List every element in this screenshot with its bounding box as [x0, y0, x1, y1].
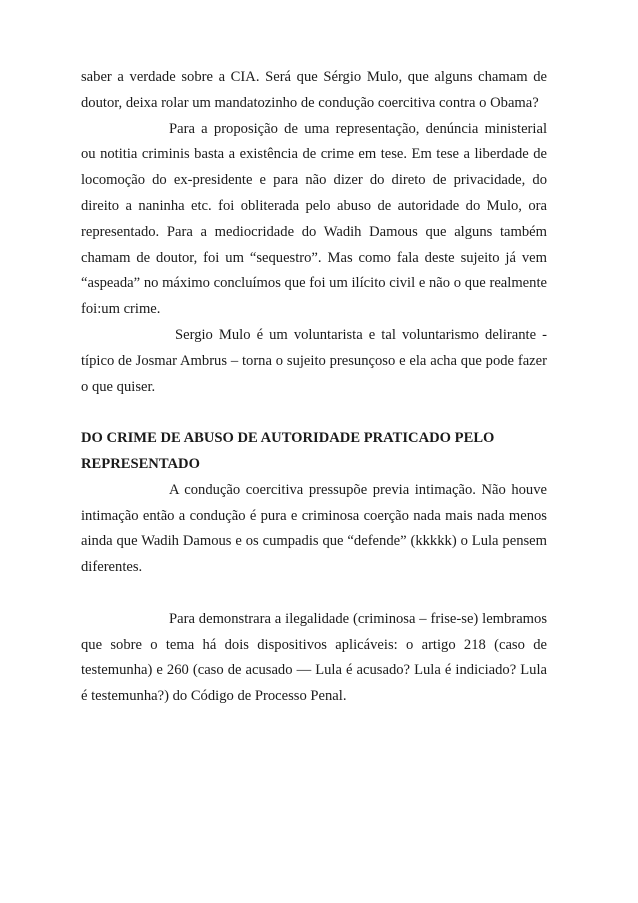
paragraph-proposicao: Para a proposição de uma representação, denúncia ministerial ou notitia criminis basta a existência de crime em tese. Em tese a liberdade de locomoção do ex-presidente e para não dizer do direto de privacidade, do direito a naninha etc. foi obliterada pelo abuso de autoridade do Mulo, ora representado. Para a mediocridade do Wadih Damous que alguns também chamam de doutor, foi um “sequestro”. Mas como fala deste sujeito já vem “aspeada” no máximo concluímos que foi um ilícito civil e não o que realmente foi:um crime.: [81, 120, 547, 318]
paragraph-voluntarista: Sergio Mulo é um voluntarista e tal voluntarismo delirante - típico de Josmar Ambrus – torna o sujeito presunçoso e ela acha que pode fazer o que quiser.: [81, 326, 547, 395]
paragraph-continuation: saber a verdade sobre a CIA. Será que Sérgio Mulo, que alguns chamam de doutor, deixa rolar um mandatozinho de condução coercitiva contra o Obama?: [81, 69, 547, 111]
spacer: [81, 400, 547, 426]
section-heading-line-2: REPRESENTADO: [81, 455, 200, 472]
paragraph-ilegalidade: Para demonstrara a ilegalidade (criminosa – frise-se) lembramos que sobre o tema há dois dispositivos aplicáveis: o artigo 218 (caso de testemunha) e 260 (caso de acusado — Lula é acusado? Lula é indiciado? Lula é testemunha?) do Código de Processo Penal.: [81, 610, 547, 705]
paragraph-conducao-coercitiva: A condução coercitiva pressupõe previa intimação. Não houve intimação então a condução é pura e criminosa coerção nada mais nada menos ainda que Wadih Damous e os cumpadis que “defende” (kkkkk) o Lula pensem diferentes.: [81, 481, 547, 576]
section-heading-line-1: DO CRIME DE ABUSO DE AUTORIDADE PRATICADO PELO: [81, 430, 495, 447]
document-body: [81, 65, 547, 710]
section-heading: [81, 426, 547, 478]
spacer: [81, 581, 547, 607]
